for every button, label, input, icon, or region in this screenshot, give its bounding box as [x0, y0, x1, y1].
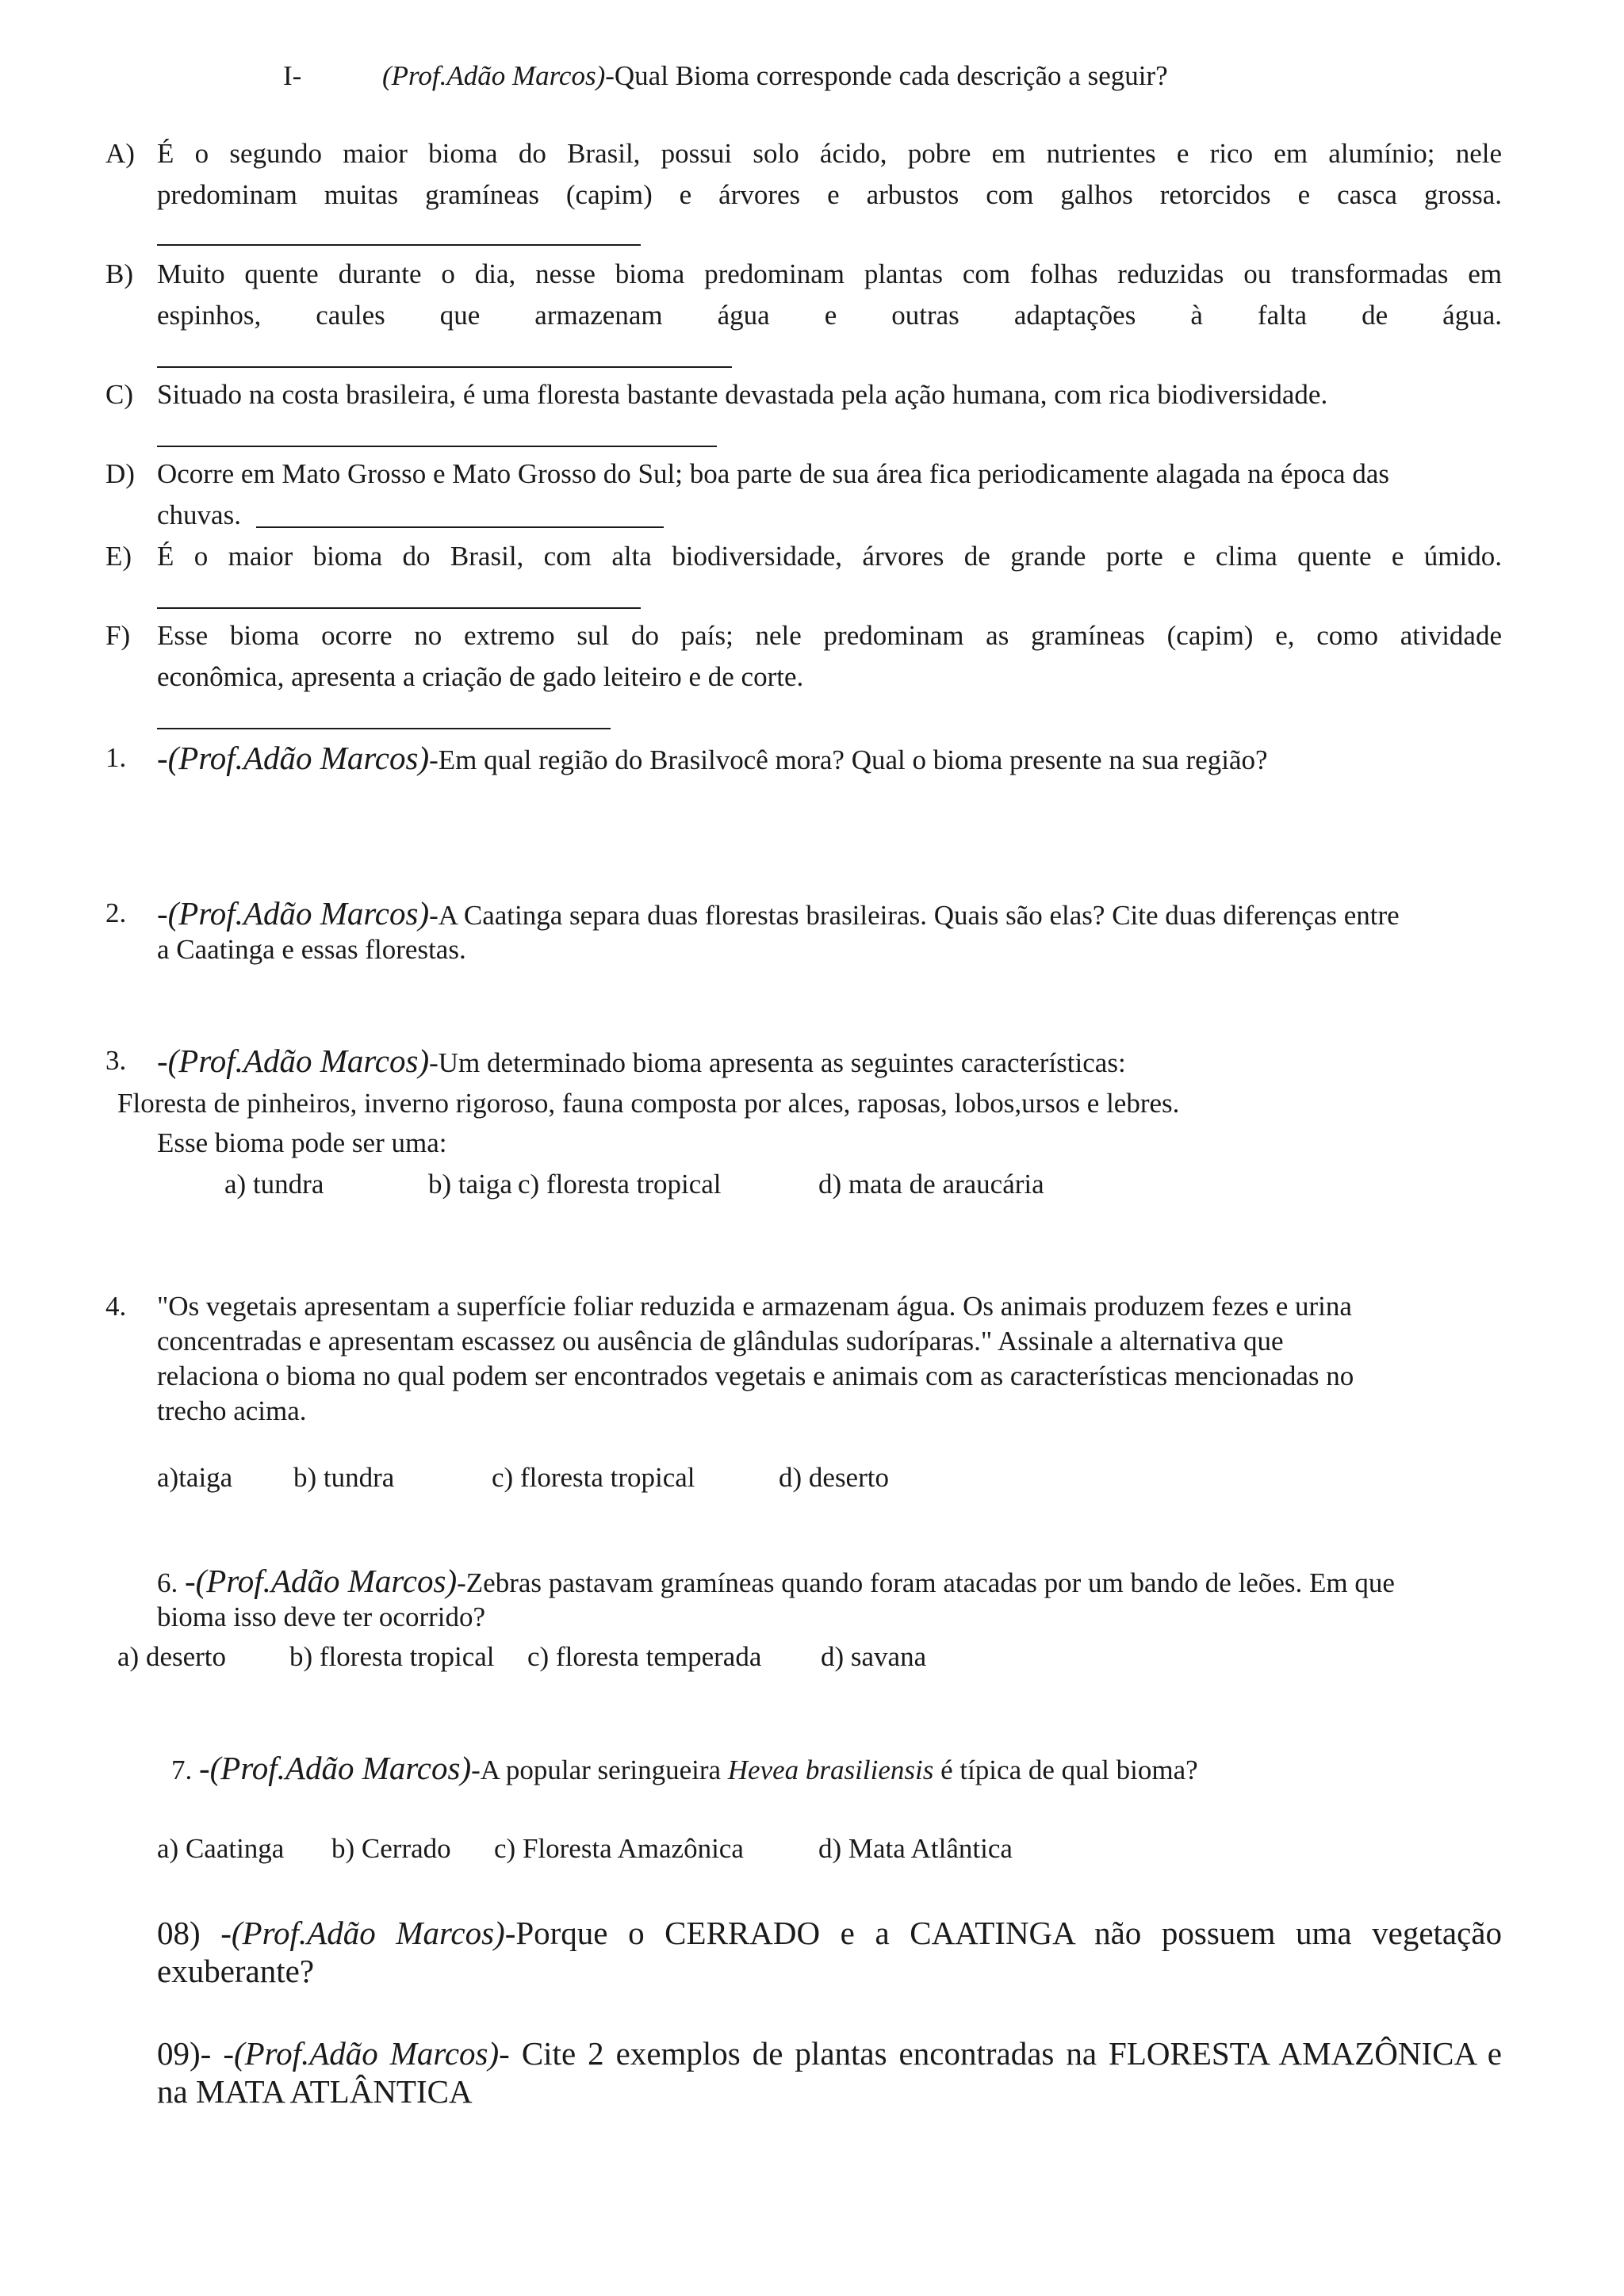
q4-option-b[interactable]: b) tundra	[293, 1462, 395, 1493]
q4-option-d[interactable]: d) deserto	[779, 1462, 889, 1493]
q6-question: -Zebras pastavam gramíneas quando foram atacadas por um bando de leões. Em que	[457, 1567, 1395, 1598]
q9-text	[157, 2033, 1502, 2074]
q8-number: 08)	[157, 1915, 221, 1951]
section-b-label: B)	[105, 258, 133, 289]
q9-author: -(Prof.Adão Marcos)	[223, 2035, 500, 2072]
q4-option-c[interactable]: c) floresta tropical	[492, 1462, 695, 1493]
q2-question: -A Caatinga separa duas florestas brasileiras. Quais são elas? Cite duas diferenças entre	[429, 900, 1400, 931]
section-d-label: D)	[105, 458, 135, 489]
section-f-line2: econômica, apresenta a criação de gado leiteiro e de corte.	[157, 661, 804, 692]
q6-option-a[interactable]: a) deserto	[117, 1641, 227, 1672]
q3-option-a[interactable]: a) tundra	[224, 1169, 324, 1200]
q6-number: 6.	[157, 1567, 185, 1598]
q8-text	[157, 1912, 1502, 1954]
section-b-line1: Muito quente durante o dia, nesse bioma predominam plantas com folhas reduzidas ou transformadas em	[157, 258, 1502, 289]
q7-text	[171, 1747, 1198, 1791]
q1-question: -Em qual região do Brasilvocê mora? Qual o bioma presente na sua região?	[429, 744, 1268, 775]
section-f-line1: Esse bioma ocorre no extremo sul do país; nele predominam as gramíneas (capim) e, como atividade	[157, 620, 1502, 651]
q4-line1: "Os vegetais apresentam a superfície foliar reduzida e armazenam água. Os animais produzem fezes e urina	[157, 1291, 1352, 1322]
q8-question: -Porque o CERRADO e a CAATINGA não possuem uma vegetação	[504, 1915, 1503, 1951]
q3-line2: Floresta de pinheiros, inverno rigoroso, fauna composta por alces, raposas, lobos,ursos e lebres.	[117, 1088, 1180, 1119]
q3-author: -(Prof.Adão Marcos)	[157, 1043, 430, 1079]
q6-line2: bioma isso deve ter ocorrido?	[157, 1601, 486, 1632]
q3-number: 3.	[105, 1045, 127, 1076]
section-e-line1: É o maior bioma do Brasil, com alta biodiversidade, árvores de grande porte e clima quente e úmido.	[157, 541, 1502, 572]
q7-question-start: -A popular seringueira	[471, 1755, 728, 1785]
q8-line2: exuberante?	[157, 1953, 315, 1989]
answer-blank-c[interactable]	[157, 446, 717, 447]
q7-option-a[interactable]: a) Caatinga	[157, 1833, 285, 1864]
q7-question-end: é típica de qual bioma?	[933, 1755, 1198, 1785]
header-author: (Prof.Adão Marcos)	[382, 60, 606, 91]
section-d-line2: chuvas.	[157, 499, 241, 530]
q2-line2: a Caatinga e essas florestas.	[157, 934, 466, 965]
q4-number: 4.	[105, 1291, 127, 1322]
section-a-line1: É o segundo maior bioma do Brasil, possui solo ácido, pobre em nutrientes e rico em alumínio; nele	[157, 138, 1502, 169]
q3-text	[157, 1040, 1126, 1084]
section-a-line2: predominam muitas gramíneas (capim) e árvores e arbustos com galhos retorcidos e casca grossa.	[157, 179, 1502, 210]
q4-line2: concentradas e apresentam escassez ou ausência de glândulas sudoríparas." Assinale a alternativa que	[157, 1326, 1284, 1357]
q3-option-b[interactable]: b) taiga	[428, 1169, 512, 1200]
q6-option-d[interactable]: d) savana	[821, 1641, 927, 1672]
q1-author: -(Prof.Adão Marcos)	[157, 740, 430, 776]
q2-author: -(Prof.Adão Marcos)	[157, 895, 430, 932]
q7-number: 7.	[171, 1755, 199, 1785]
q7-option-b[interactable]: b) Cerrado	[331, 1833, 451, 1864]
q8-author: -(Prof.Adão Marcos)	[220, 1915, 505, 1951]
section-e-label: E)	[105, 541, 132, 572]
q3-option-c[interactable]: c) floresta tropical	[518, 1169, 722, 1200]
q3-line3: Esse bioma pode ser uma:	[157, 1127, 447, 1158]
q1-text	[157, 737, 1268, 781]
answer-blank-f[interactable]	[157, 728, 611, 729]
q7-author: -(Prof.Adão Marcos)	[199, 1750, 472, 1786]
section-c-label: C)	[105, 379, 133, 410]
header-label: I-	[283, 60, 302, 91]
q2-number: 2.	[105, 897, 127, 928]
q6-option-b[interactable]: b) floresta tropical	[289, 1641, 495, 1672]
section-c-line1: Situado na costa brasileira, é uma floresta bastante devastada pela ação humana, com rica biodiversidade.	[157, 379, 1328, 410]
section-d-line1: Ocorre em Mato Grosso e Mato Grosso do Sul; boa parte de sua área fica periodicamente alagada na época das	[157, 458, 1389, 489]
q7-species: Hevea brasiliensis	[727, 1755, 934, 1785]
q7-option-d[interactable]: d) Mata Atlântica	[818, 1833, 1013, 1864]
section-b-line2: espinhos, caules que armazenam água e outras adaptações à falta de água.	[157, 300, 1502, 331]
q1-number: 1.	[105, 742, 127, 773]
section-f-label: F)	[105, 620, 131, 651]
q9-line2: na MATA ATLÂNTICA	[157, 2073, 473, 2110]
q9-number: 09)-	[157, 2035, 224, 2072]
answer-blank-b[interactable]	[157, 366, 732, 368]
q4-line3: relaciona o bioma no qual podem ser encontrados vegetais e animais com as características mencionadas no	[157, 1360, 1354, 1391]
q4-line4: trecho acima.	[157, 1395, 307, 1426]
q7-option-c[interactable]: c) Floresta Amazônica	[494, 1833, 744, 1864]
answer-blank-e[interactable]	[157, 607, 641, 609]
q4-option-a[interactable]: a)taiga	[157, 1462, 233, 1493]
header-text: -Qual Bioma corresponde cada descrição a seguir?	[605, 60, 1168, 91]
q6-author: -(Prof.Adão Marcos)	[185, 1563, 458, 1599]
q3-option-d[interactable]: d) mata de araucária	[818, 1169, 1044, 1200]
q6-option-c[interactable]: c) floresta temperada	[527, 1641, 762, 1672]
answer-blank-d[interactable]	[256, 526, 664, 528]
answer-blank-a[interactable]	[157, 244, 641, 246]
q9-question: - Cite 2 exemplos de plantas encontradas na FLORESTA AMAZÔNICA e	[499, 2035, 1502, 2072]
section-a-label: A)	[105, 138, 135, 169]
header-title	[382, 55, 1168, 97]
q3-question: -Um determinado bioma apresenta as seguintes características:	[429, 1047, 1126, 1078]
